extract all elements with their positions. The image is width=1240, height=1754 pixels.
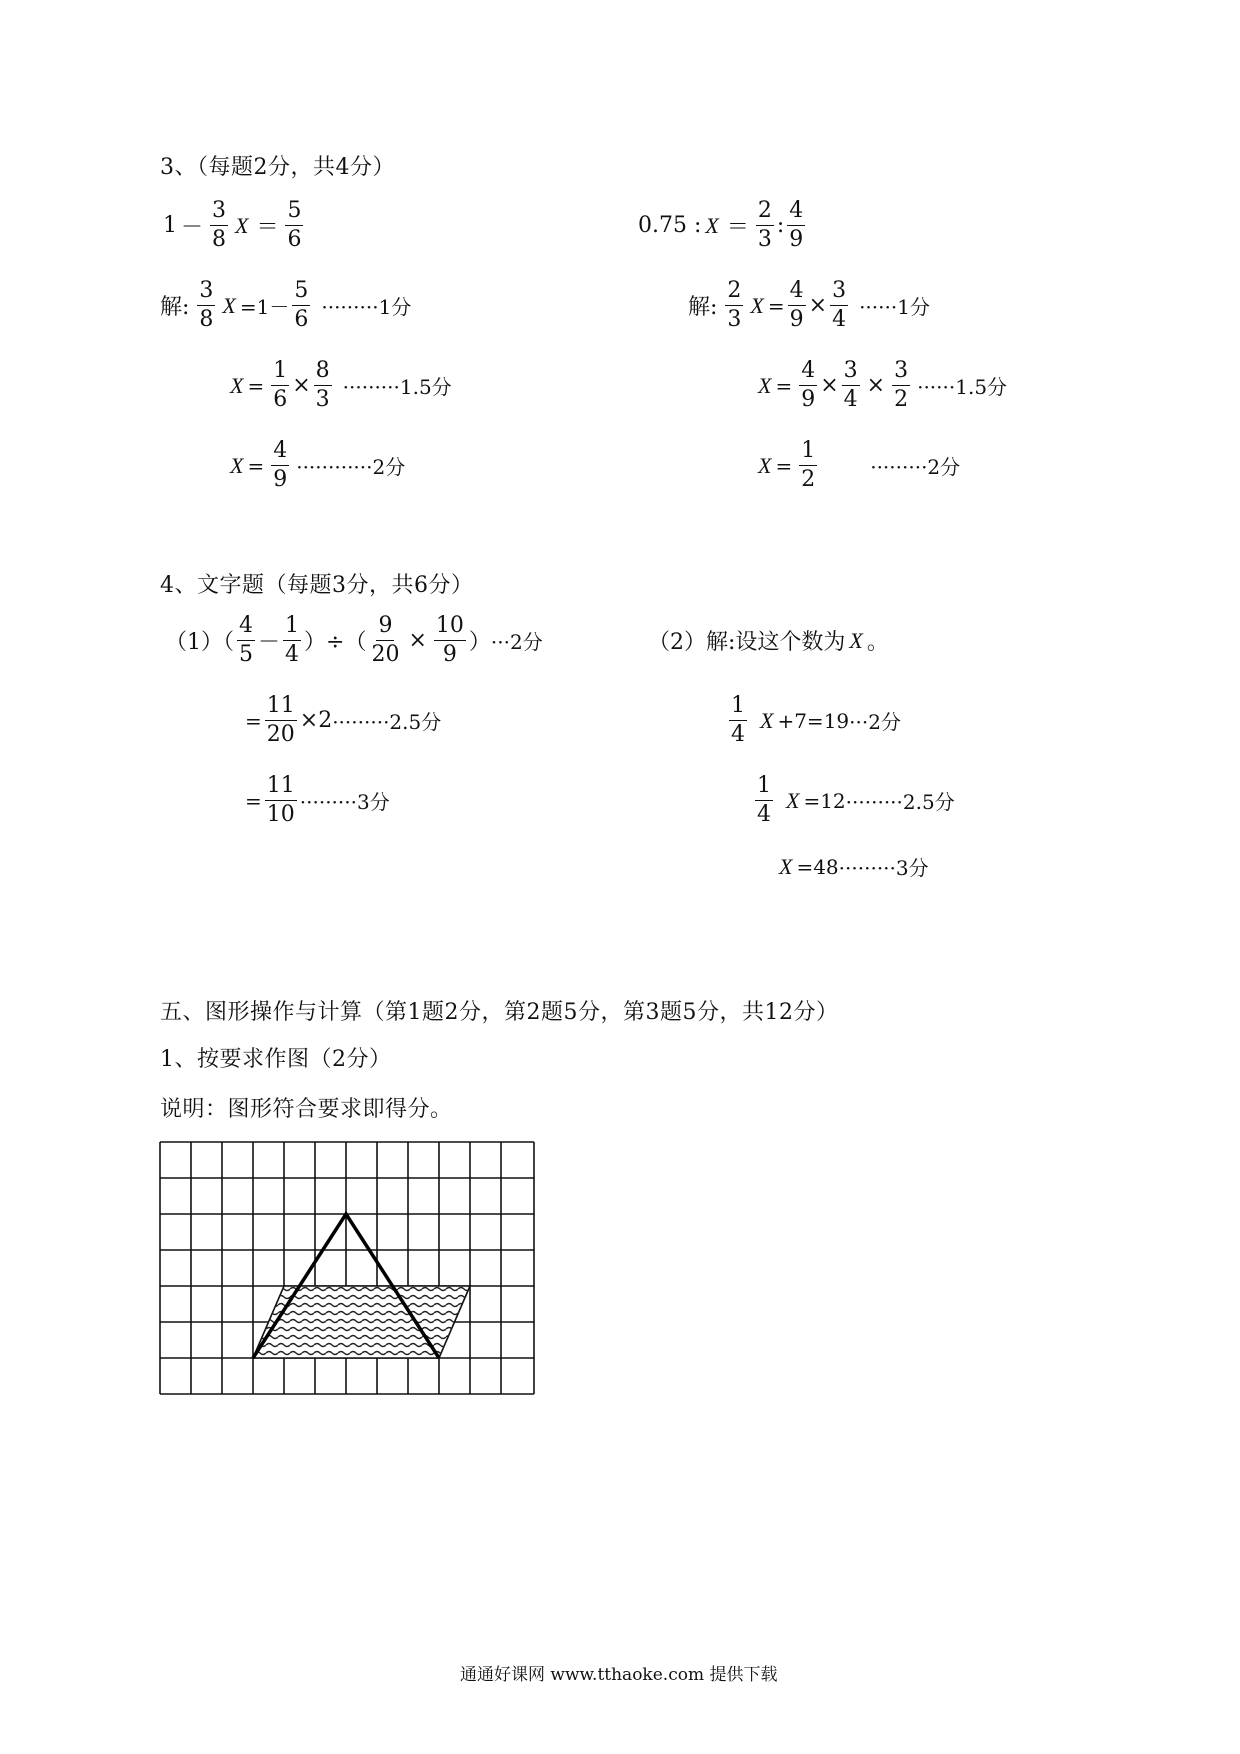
word-problem-1-line-2: = $\frac{11}{20}$ ×2 ·········2.5分 [245,693,442,747]
word-problem-1-line-3: = $\frac{11}{10}$ ·········3分 [245,773,390,827]
grading-note: 说明：图形符合要求即得分。 [160,1097,453,1122]
equation-1-step-2: X = $\frac{1}{6}$ × $\frac{8}{3}$ ·········1.5分 [230,358,452,412]
word-problem-2-line-4: X =48 ·········3分 [779,853,929,880]
word-problem-2-line-2: $\frac{1}{4}$ X +7=19 ···2分 [731,693,901,747]
equation-2-step-1: 解: $\frac{2}{3}$ X = $\frac{4}{9}$ × $\frac{3}{4}$ ······1分 [688,278,930,332]
word-problem-2-line-3: $\frac{1}{4}$ X =12 ·········2.5分 [757,773,955,827]
equation-1: 1 － $\frac{3}{8}$ X ＝ $\frac{5}{6}$ [163,198,302,252]
equation-2-step-3: X = $\frac{1}{2}$ ·········2分 [758,438,961,492]
equation-2: 0.75 : X ＝ $\frac{2}{3}$ : $\frac{4}{9}$ [638,198,804,252]
section-4-heading: 4、文字题（每题3分，共6分） [160,573,474,598]
word-problem-2-line-1: （2）解:设这个数为 X 。 [648,627,889,655]
equation-1-step-3: X = $\frac{4}{9}$ ············2分 [230,438,406,492]
equation-1-step-1: 解: $\frac{3}{8}$ X =1－ $\frac{5}{6}$ ·········1分 [160,278,412,332]
section-3-heading: 3、（每题2分，共4分） [160,155,395,180]
equation-2-step-2: X = $\frac{4}{9}$ × $\frac{3}{4}$ × $\frac{3}{2}$ ······1.5分 [758,358,1008,412]
question-1-title: 1、按要求作图（2分） [160,1047,392,1072]
page-footer: 通通好课网 www.tthaoke.com 提供下载 [460,1665,778,1685]
word-problem-1-line-1: （1）（ $\frac{4}{5}$ － $\frac{1}{4}$ ）÷（ $\frac{9}{20}$ × $\frac{10}{9}$ ） ···2分 [165,613,543,667]
drawing-grid [158,1140,536,1396]
section-5-heading: 五、图形操作与计算（第1题2分，第2题5分，第3题5分，共12分） [160,1000,839,1025]
